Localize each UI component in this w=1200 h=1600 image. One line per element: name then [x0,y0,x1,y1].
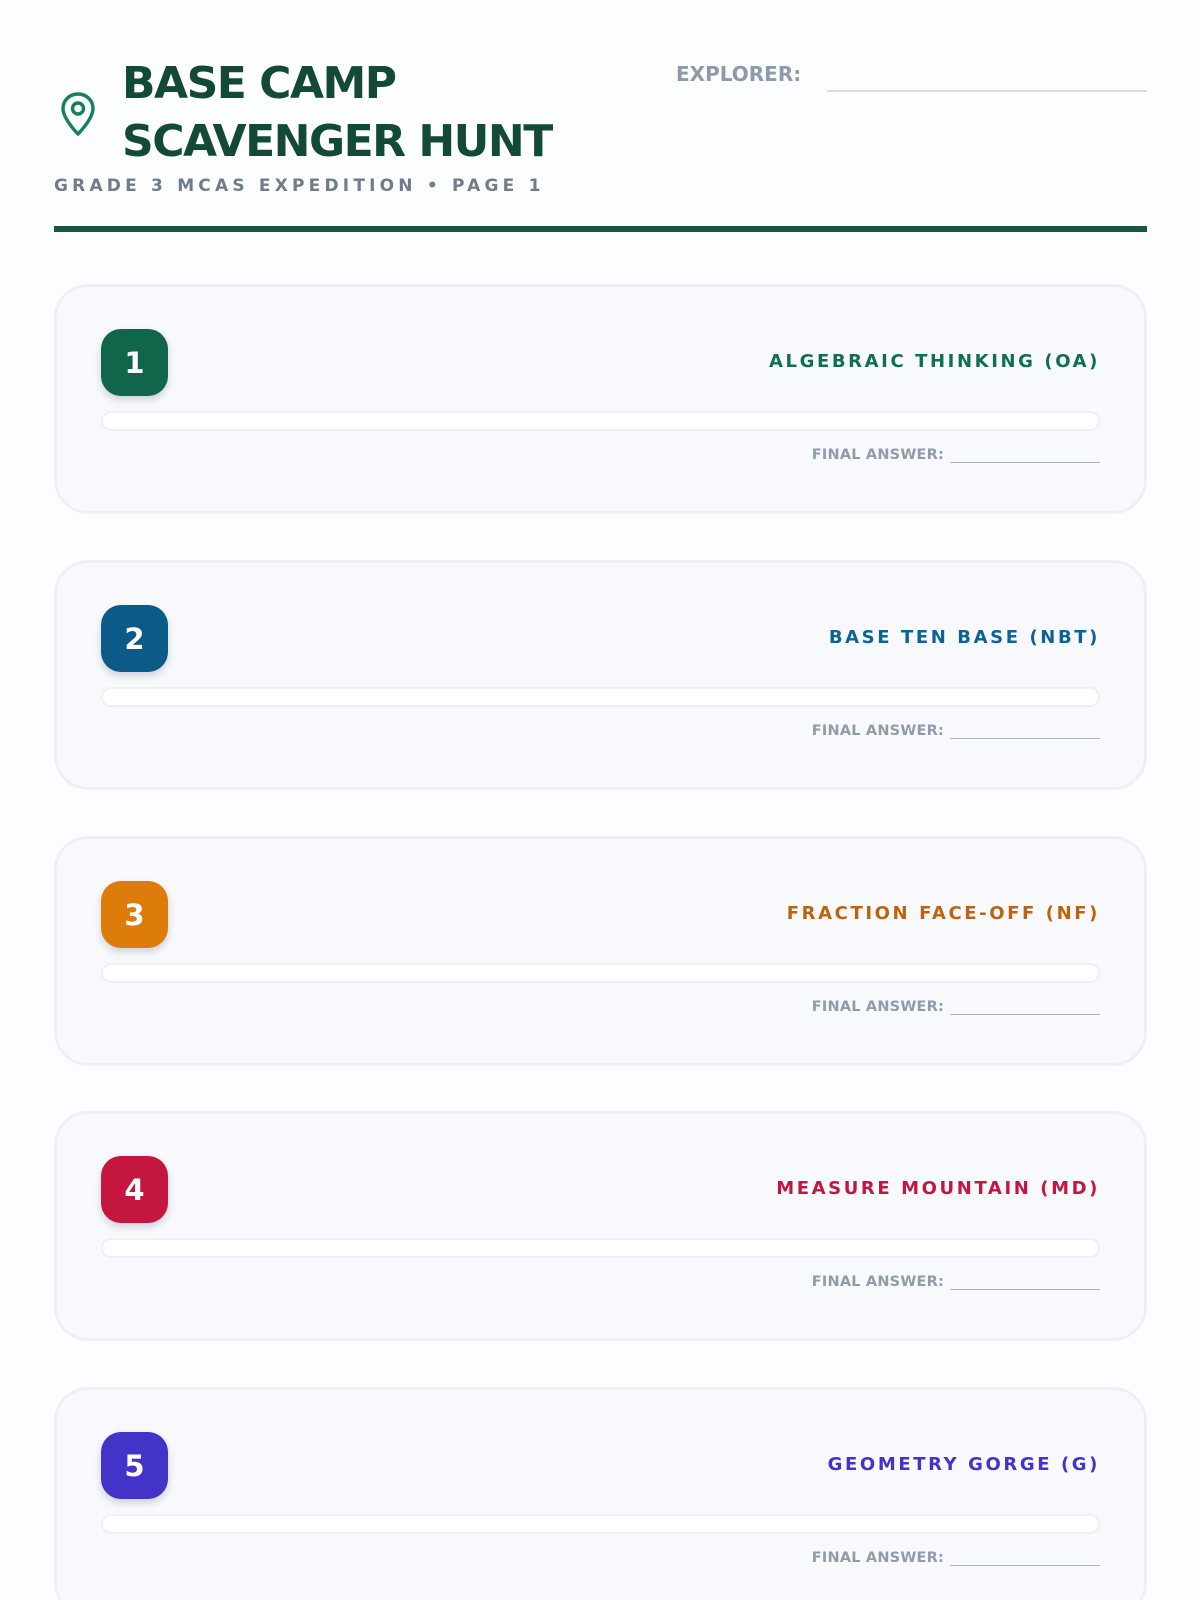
final-answer-field[interactable] [950,449,1100,463]
final-answer-label: FINAL ANSWER: [811,1274,944,1290]
page-title-line-2: SCAVENGER HUNT [122,116,552,167]
final-answer-field[interactable] [950,1276,1100,1290]
final-answer-row [812,1550,1100,1566]
problem-topic: GEOMETRY GORGE (G) [827,1454,1100,1475]
work-area-field[interactable] [101,1514,1100,1534]
explorer-name-field[interactable] [827,90,1147,92]
work-area-field[interactable] [101,963,1100,983]
problem-topic: FRACTION FACE-OFF (NF) [786,903,1100,924]
final-answer-row [812,999,1100,1015]
final-answer-row [812,723,1100,739]
problem-topic: ALGEBRAIC THINKING (OA) [768,351,1100,372]
problem-topic: MEASURE MOUNTAIN (MD) [776,1178,1100,1199]
work-area-field[interactable] [101,411,1100,431]
problem-number-badge: 1 [101,329,168,396]
problem-topic: BASE TEN BASE (NBT) [828,627,1100,648]
map-pin-icon [58,90,98,138]
page-subtitle: GRADE 3 MCAS EXPEDITION • PAGE 1 [54,176,545,196]
problem-card-3 [54,836,1147,1066]
problem-number-badge: 3 [101,881,168,948]
final-answer-row [812,1274,1100,1290]
explorer-label: EXPLORER: [676,62,802,86]
final-answer-label: FINAL ANSWER: [811,447,944,463]
work-area-field[interactable] [101,687,1100,707]
final-answer-field[interactable] [950,1001,1100,1015]
page-title-line-1: BASE CAMP [122,58,396,109]
final-answer-label: FINAL ANSWER: [811,723,944,739]
work-area-field[interactable] [101,1238,1100,1258]
problem-card-5 [54,1387,1147,1600]
final-answer-label: FINAL ANSWER: [811,999,944,1015]
problem-number-badge: 4 [101,1156,168,1223]
problem-card-1 [54,284,1147,514]
problem-card-2 [54,560,1147,790]
problem-number-badge: 2 [101,605,168,672]
header-divider [54,226,1147,232]
page-header [54,56,1147,236]
final-answer-field[interactable] [950,1552,1100,1566]
final-answer-row [812,447,1100,463]
final-answer-field[interactable] [950,725,1100,739]
final-answer-label: FINAL ANSWER: [811,1550,944,1566]
problem-number-badge: 5 [101,1432,168,1499]
problem-card-4 [54,1111,1147,1341]
